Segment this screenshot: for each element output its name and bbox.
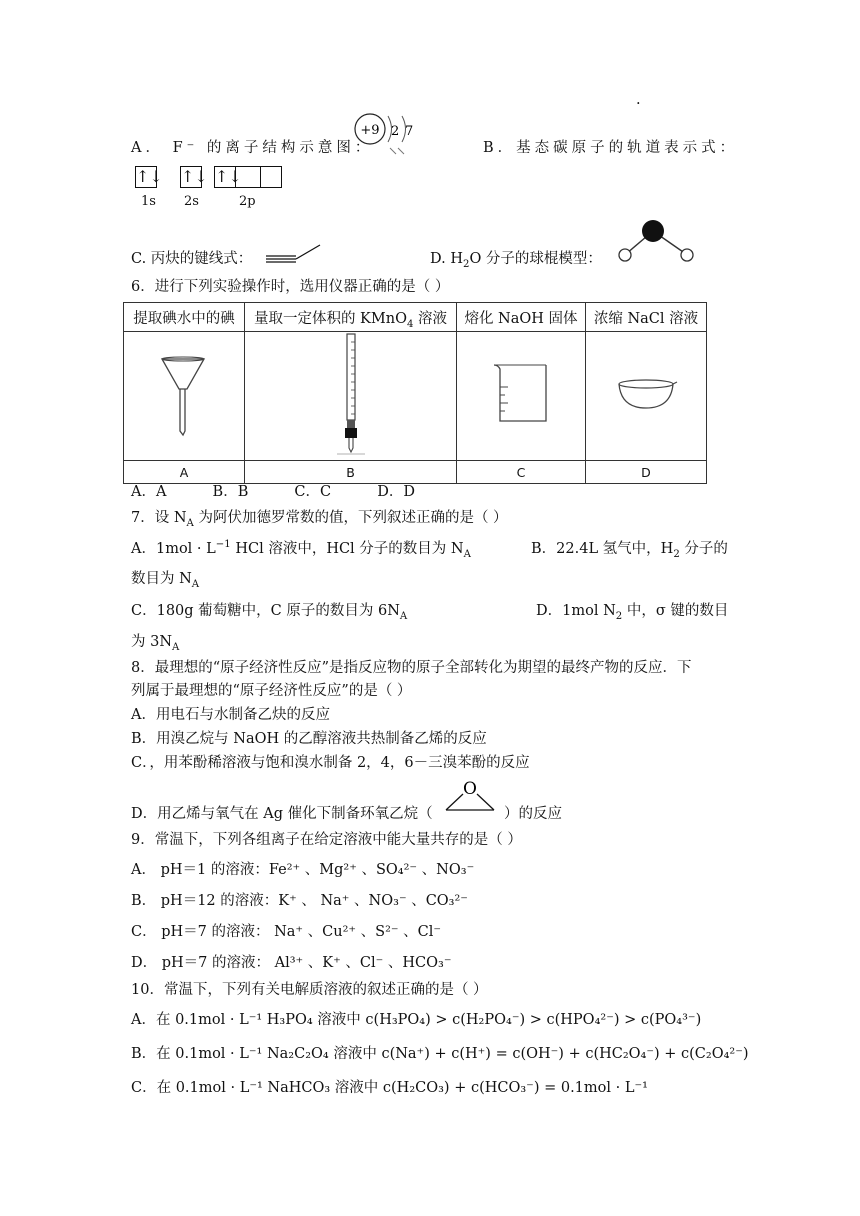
q10-stem: 10．常温下，下列有关电解质溶液的叙述正确的是（ ）: [131, 982, 488, 998]
q5-option-a: A． F⁻ 的离子结构示意图：: [131, 140, 374, 156]
burette-icon: [331, 332, 371, 456]
instrument-table: [123, 302, 707, 484]
fluoride-ion-structure-diagram: [350, 112, 416, 158]
evaporating-dish-icon: [611, 374, 681, 414]
q6-stem: 6．进行下列实验操作时，选用仪器正确的是（ ）: [131, 279, 450, 295]
q5-option-b: B．基态碳原子的轨道表示式：: [483, 140, 739, 156]
q10-option-c: C．在 0.1mol · L⁻¹ NaHCO₃ 溶液中 c(H₂CO₃) + c(HCO₃⁻) = 0.1mol · L⁻¹: [131, 1080, 648, 1096]
q5-option-d: D. $H_2O$ 分子的球棍模型：: [430, 251, 602, 270]
q9-option-d: D． pH＝7 的溶液： Al³⁺ 、K⁺ 、Cl⁻ 、HCO₃⁻: [131, 955, 452, 971]
propyne-skeletal-formula: [264, 242, 324, 264]
top-mark: .: [636, 92, 641, 108]
epoxide-oxygen: O: [463, 779, 477, 799]
q6-options: A．A B．B C．C D．D: [131, 484, 415, 500]
nucleus-charge: +9: [360, 123, 380, 138]
ethylene-oxide-structure: [440, 776, 500, 816]
header-melt-naoh: 熔化 NaOH 固体: [457, 303, 586, 332]
orbital-2p-box-1: ↑↓: [215, 167, 242, 186]
q8-option-b: B．用溴乙烷与 NaOH 的乙醇溶液共热制备乙烯的反应: [131, 731, 487, 747]
orbital-1s-box: ↑↓: [136, 167, 163, 186]
q9-option-c: C． pH＝7 的溶液： Na⁺ 、Cu²⁺ 、S²⁻ 、Cl⁻: [131, 924, 442, 940]
orbital-label-2p: 2p: [239, 194, 256, 209]
q7-option-c: C．180g 葡萄糖中，C 原子的数目为 $6N_A$: [131, 603, 408, 622]
q8-stem-1: 8．最理想的“原子经济性反应”是指反应物的原子全部转化为期望的最终产物的反应．下: [131, 660, 692, 676]
q9-option-a: A． pH＝1 的溶液：Fe²⁺ 、Mg²⁺ 、SO₄²⁻ 、NO₃⁻: [131, 862, 475, 878]
q7-option-b: B．22.4L 氢气中，$H_2$ 分子的: [531, 541, 728, 560]
orbital-label-1s: 1s: [141, 194, 156, 209]
orbital-2p-box-3: [260, 166, 282, 188]
q7-option-d-cont: 为 $3N_A$: [131, 634, 180, 653]
label-d: D: [586, 461, 707, 484]
q7-stem: 7．设 $N_A$ 为阿伏加德罗常数的值，下列叙述正确的是（ ）: [131, 510, 508, 529]
beaker-icon: [486, 359, 556, 429]
label-c: C: [457, 461, 586, 484]
q8-option-c: C．，用苯酚稀溶液与饱和溴水制备 2，4，6－三溴苯酚的反应: [131, 755, 530, 771]
shell-1-electrons: 2: [391, 124, 400, 139]
funnel-icon: [154, 349, 214, 439]
label-b: B: [245, 461, 457, 484]
q9-stem: 9．常温下，下列各组离子在给定溶液中能大量共存的是（ ）: [131, 832, 522, 848]
header-concentrate-nacl: 浓缩 NaCl 溶液: [586, 303, 707, 332]
q8-option-d-text: D．用乙烯与氧气在 Ag 催化下制备环氧乙烷（: [131, 806, 433, 822]
label-a: A: [124, 461, 245, 484]
header-measure-kmno4: 量取一定体积的 KMnO$_4$ 溶液: [245, 303, 457, 332]
water-ball-stick-model: [614, 218, 698, 266]
orbital-label-2s: 2s: [184, 194, 199, 209]
q7-option-b-cont: 数目为 $N_A$: [131, 571, 200, 590]
q5-option-c: C. 丙炔的键线式：: [131, 251, 253, 267]
funnel-cell: [124, 332, 245, 461]
q9-option-b: B． pH＝12 的溶液：K⁺ 、 Na⁺ 、NO₃⁻ 、CO₃²⁻: [131, 893, 468, 909]
orbital-2s-box: ↑↓: [181, 167, 208, 186]
beaker-cell: [457, 332, 586, 461]
q8-option-a: A．用电石与水制备乙炔的反应: [131, 707, 330, 723]
burette-cell: [245, 332, 457, 461]
q8-option-d-end: ）的反应: [504, 806, 562, 822]
q10-option-a: A．在 0.1mol · L⁻¹ H₃PO₄ 溶液中 c(H₃PO₄) > c(H₂PO₄⁻) > c(HPO₄²⁻) > c(PO₄³⁻): [131, 1012, 702, 1028]
shell-2-electrons: 7: [405, 124, 414, 139]
q8-stem-2: 列属于最理想的“原子经济性反应”的是（ ）: [131, 683, 412, 699]
header-extract-iodine: 提取碘水中的碘: [124, 303, 245, 332]
q7-option-a: A．$1mol \cdot L^{-1}$ HCl 溶液中，HCl 分子的数目为 $N_A$: [131, 539, 471, 560]
orbital-2p-box-2: [235, 166, 261, 188]
q10-option-b: B．在 0.1mol · L⁻¹ Na₂C₂O₄ 溶液中 c(Na⁺) + c(H⁺) = c(OH⁻) + c(HC₂O₄⁻) + c(C₂O₄²⁻): [131, 1046, 749, 1062]
q7-option-d: D．1mol $N_2$ 中，σ 键的数目: [536, 603, 729, 622]
evaporating-dish-cell: [586, 332, 707, 461]
